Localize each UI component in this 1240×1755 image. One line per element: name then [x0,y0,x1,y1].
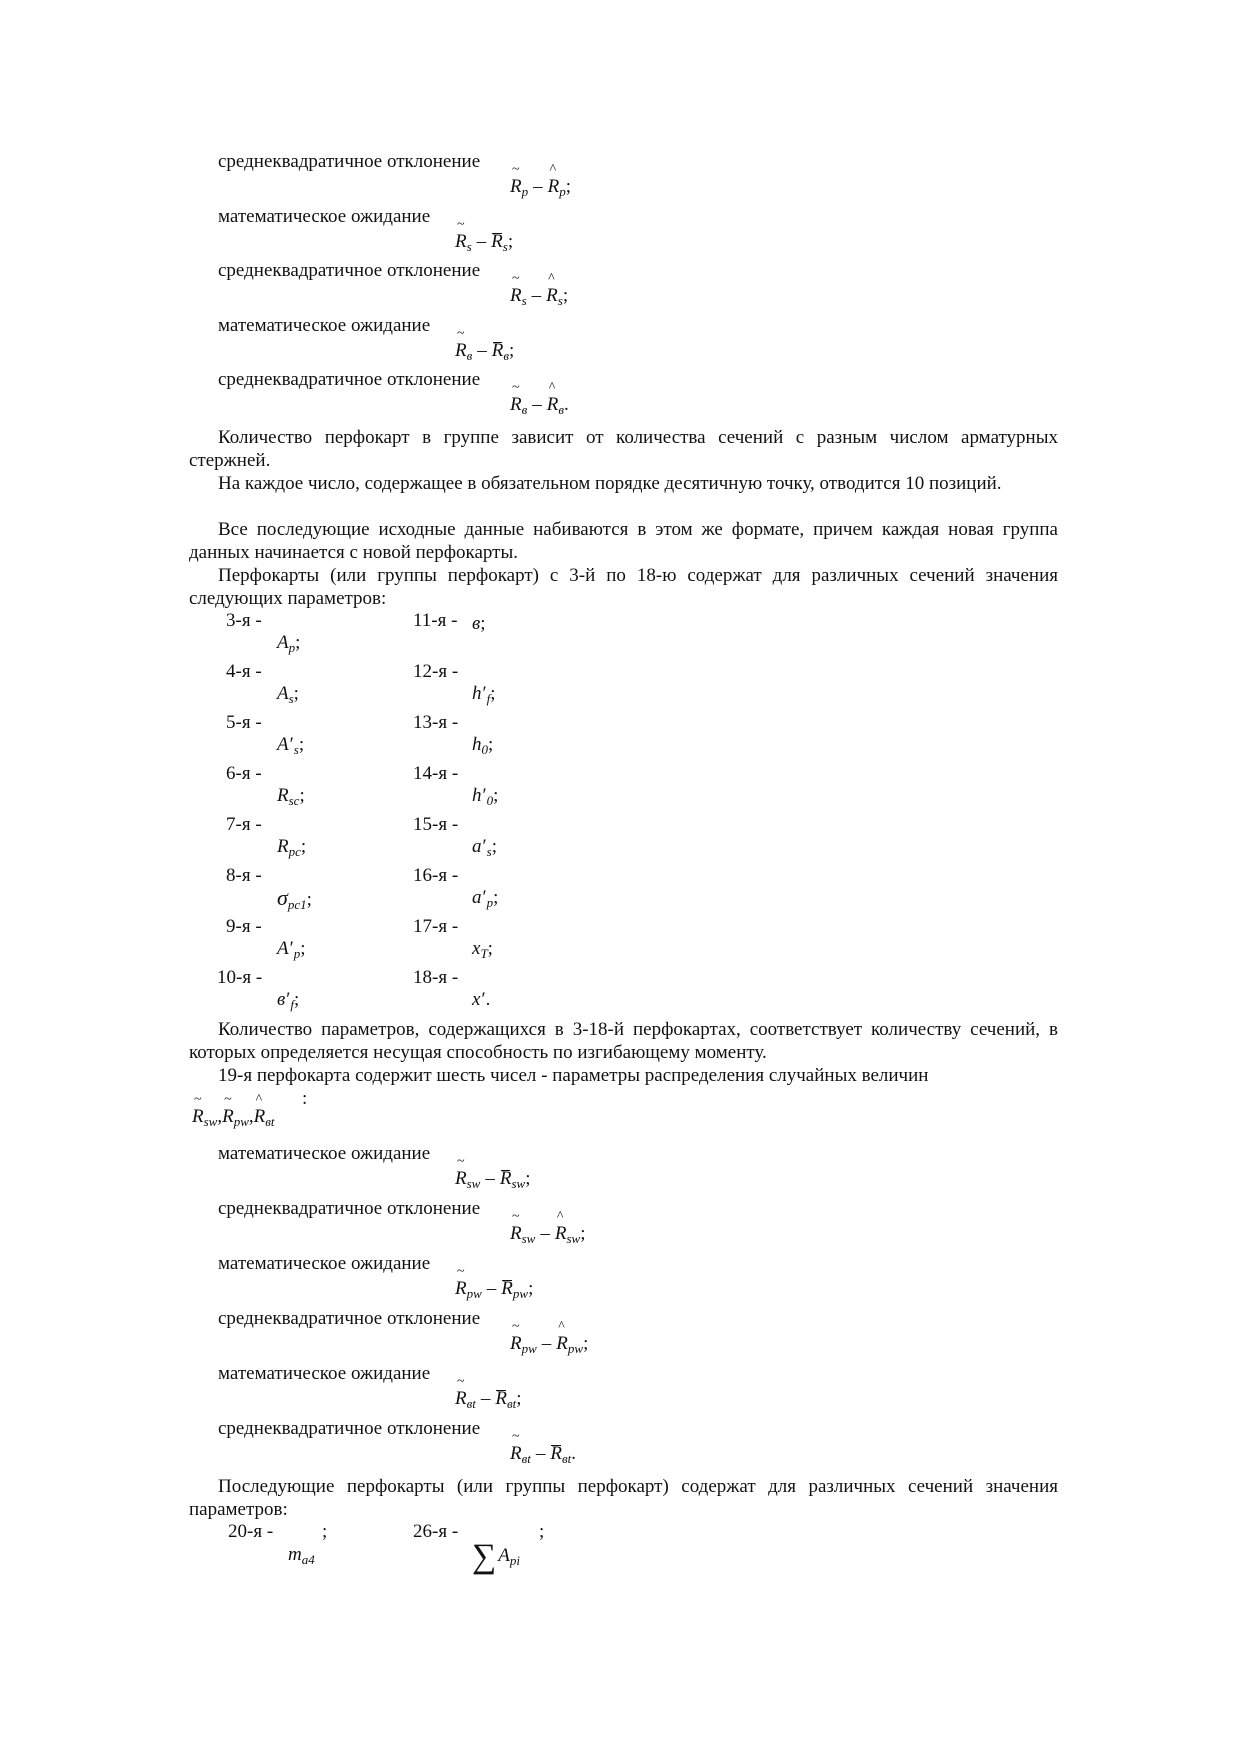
param-symbol: $A'_p$; [277,938,306,961]
param-label: 12-я - [413,661,459,682]
param-symbol: $a'_p$; [472,887,499,910]
param-label: 14-я - [413,763,459,784]
param-symbol: $h_0$; [472,734,494,757]
param-symbol: $R_{pc}$; [277,836,307,859]
formula-random-vars: ~ $R_{sw}$, ~ $R_{pw}$, ^ $R_{вt}$ [192,1092,275,1129]
term-mean-3: математическое ожидание [218,1143,431,1164]
item-26-label: 26-я - [413,1521,459,1542]
param-label: 6-я - [226,763,262,784]
param-label: 5-я - [226,712,262,733]
paragraph-7: Последующие перфокарты (или группы перфокарт) содержат для различных сечений значения параметров: [189,1476,1058,1520]
param-symbol: $\sigma_{pc1}$; [277,885,312,912]
param-symbol: x′. [472,989,491,1010]
term-std-1: среднеквадратичное отклонение [218,151,481,172]
formula-mean-Rvt: ~ $R_{вt}$ – $R_{вt}$; [455,1374,522,1411]
param-symbol: $R_{sc}$; [277,785,305,808]
param-label: 13-я - [413,712,459,733]
formula-mean-Rpw: ~ $R_{pw}$ – $R_{pw}$; [455,1264,534,1301]
param-symbol: $A_s$; [277,683,299,706]
formula-std-Rv: ~ $R_в$ – ^ $R_в$. [510,380,569,417]
hat-accent: ^ R [547,162,560,197]
paragraph-6-colon: : [302,1088,308,1109]
formula-std-Rpw: ~ $R_{pw}$ – ^ $R_{pw}$; [510,1319,589,1356]
paragraph-5: Количество параметров, содержащихся в 3-18-й перфокартах, соответствует количеству сечений, в которых определяется несущая способность по изгибающему моменту. [189,1019,1058,1063]
param-label: 11-я - [413,610,458,631]
item-20-label: 20-я - [228,1521,274,1542]
term-std-6: среднеквадратичное отклонение [218,1418,481,1439]
paragraph-1: Количество перфокарт в группе зависит от количества сечений с разным числом арматурных стержней. [189,427,1058,471]
paragraph-3: Все последующие исходные данные набиваются в этом же формате, причем каждая новая группа данных начинается с новой перфокарты. [189,519,1058,563]
formula-std-Rsw: ~ $R_{sw}$ – ^ $R_{sw}$; [510,1209,586,1246]
formula-std-Rvt: ~ $R_{вt}$ – $R_{вt}$. [510,1429,576,1466]
param-label: 16-я - [413,865,459,886]
paragraph-6: 19-я перфокарта содержит шесть чисел - параметры распределения случайных величин [218,1065,929,1086]
term-mean-4: математическое ожидание [218,1253,431,1274]
param-symbol: $A_p$; [277,632,301,655]
param-label: 3-я - [226,610,262,631]
param-symbol: $A'_s$; [277,734,305,757]
term-std-5: среднеквадратичное отклонение [218,1308,481,1329]
param-symbol: в; [472,613,486,634]
formula-std-Rp: ~ $R_p$ – ^ $R_p$; [510,162,571,199]
tilde-accent: ~ R [510,162,522,197]
param-symbol: $a'_s$; [472,836,497,859]
term-mean-5: математическое ожидание [218,1363,431,1384]
param-label: 15-я - [413,814,459,835]
param-symbol: $x_T$; [472,938,493,961]
param-label: 8-я - [226,865,262,886]
param-label: 17-я - [413,916,459,937]
formula-mean-Rs: ~ $R_s$ – $R_s$; [455,217,514,254]
item-26-symbol: ∑ $A_{pi}$ [472,1538,520,1575]
param-label: 18-я - [413,967,459,988]
item-26-semicolon: ; [539,1521,545,1542]
formula-mean-Rsw: ~ $R_{sw}$ – $R_{sw}$; [455,1154,531,1191]
param-label: 7-я - [226,814,262,835]
paragraph-2: На каждое число, содержащее в обязательном порядке десятичную точку, отводится 10 позиций. [218,473,1002,494]
term-std-2: среднеквадратичное отклонение [218,260,481,281]
param-symbol: $h'_f$; [472,683,496,706]
formula-std-Rs: ~ $R_s$ – ^ $R_s$; [510,271,569,308]
param-label: 9-я - [226,916,262,937]
paragraph-4: Перфокарты (или группы перфокарт) с 3-й по 18-ю содержат для различных сечений значения следующих параметров: [189,565,1058,609]
sum-sign: ∑ [472,1538,497,1575]
term-mean-2: математическое ожидание [218,315,431,336]
param-label: 4-я - [226,661,262,682]
param-label: 10-я - [217,967,263,988]
term-std-4: среднеквадратичное отклонение [218,1198,481,1219]
term-std-3: среднеквадратичное отклонение [218,369,481,390]
param-symbol: $h'_0$; [472,785,499,808]
param-symbol: $в'_f$; [277,989,300,1012]
item-20-semicolon: ; [322,1521,328,1542]
formula-mean-Rv: ~ $R_в$ – $R_в$; [455,326,515,363]
term-mean-1: математическое ожидание [218,206,431,227]
item-20-symbol: $m_{a4}$ [288,1544,315,1567]
